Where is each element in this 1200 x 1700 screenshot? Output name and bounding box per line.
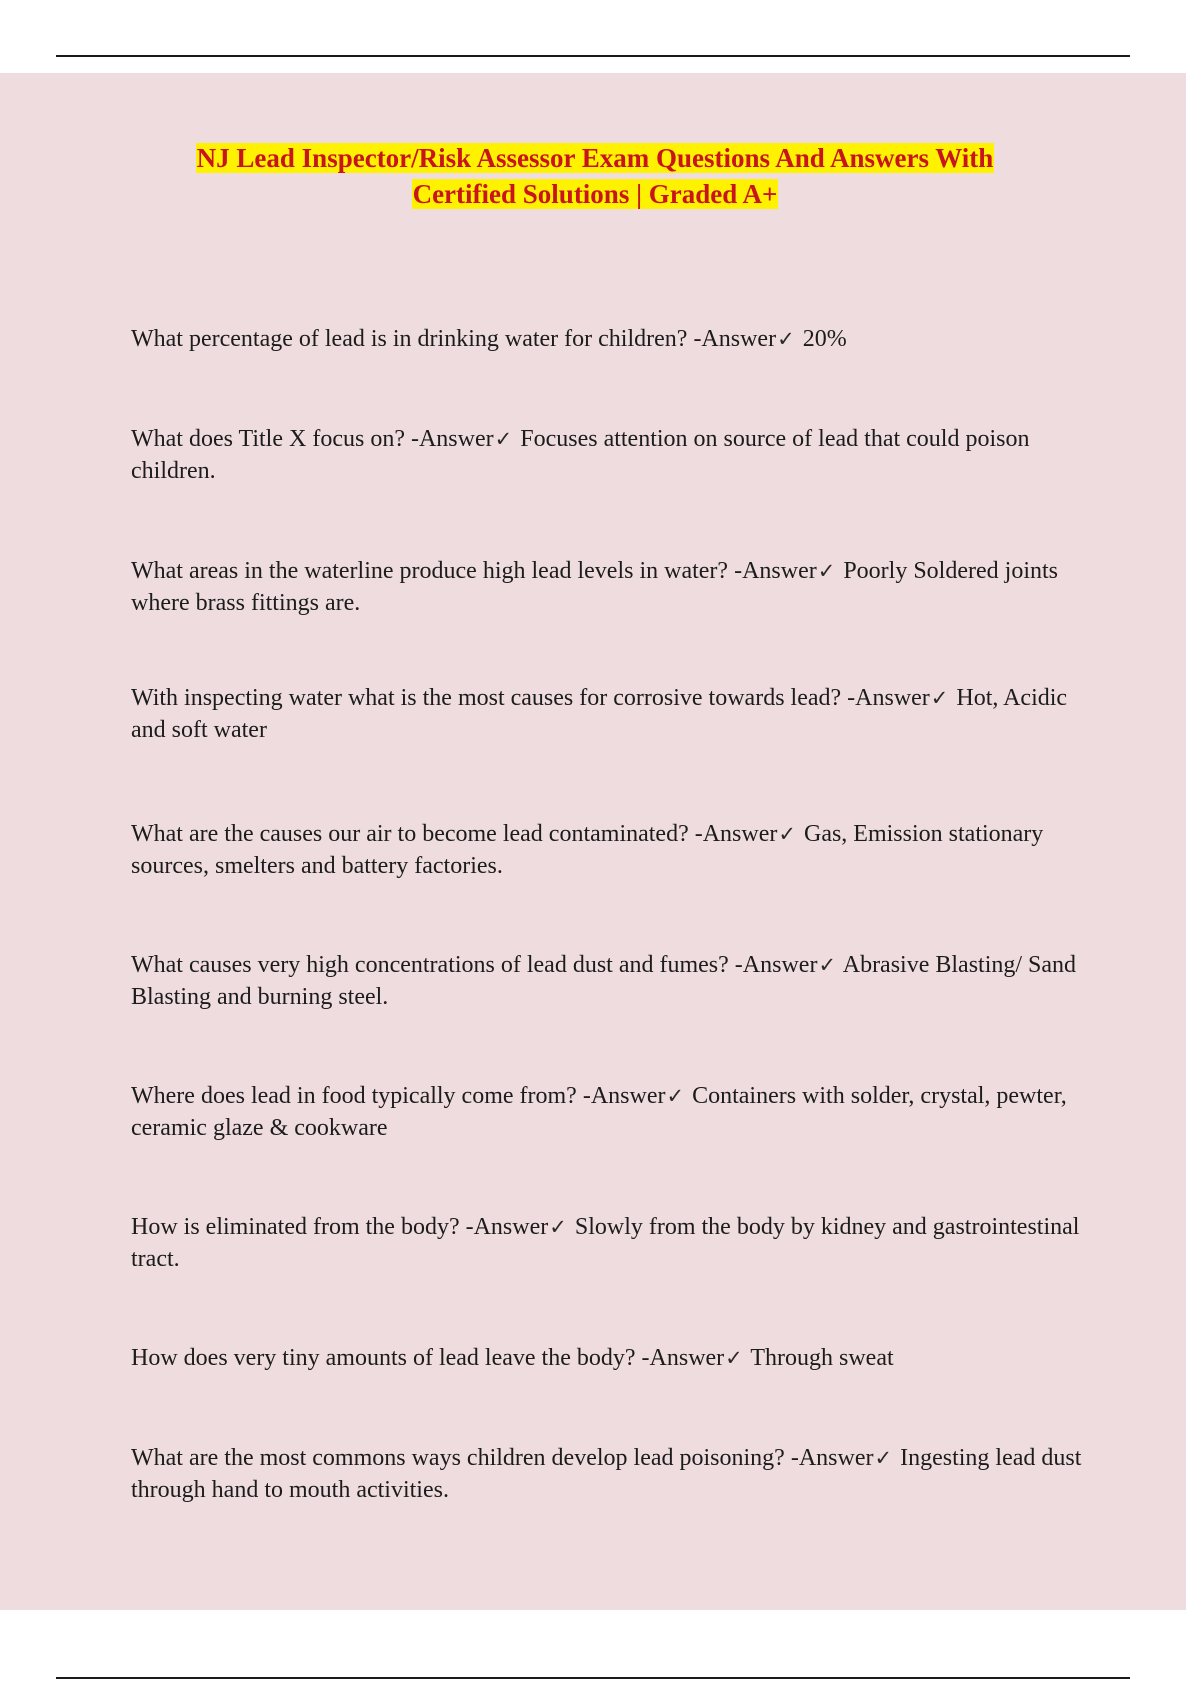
- answer-text: Containers with solder, crystal, pewter, ceramic glaze & cookware: [131, 1083, 1067, 1141]
- answer-text: Poorly Soldered joints where brass fittings are.: [131, 558, 1058, 616]
- checkmark-icon: ✓: [777, 327, 795, 351]
- question-text: What areas in the waterline produce high lead levels in water?: [131, 558, 729, 584]
- answer-prefix: -Answer: [694, 821, 778, 847]
- qa-item: [131, 818, 1091, 882]
- question-text: How does very tiny amounts of lead leave the body?: [131, 1345, 636, 1371]
- checkmark-icon: ✓: [778, 822, 796, 846]
- answer-text: 20%: [802, 326, 847, 352]
- answer-prefix: -Answer: [734, 558, 817, 584]
- checkmark-icon: ✓: [818, 953, 837, 977]
- answer-text: Hot, Acidic and soft water: [131, 685, 1068, 743]
- question-text: What are the causes our air to become lead contaminated?: [131, 821, 689, 847]
- answer-prefix: -Answer: [582, 1083, 666, 1109]
- answer-prefix: -Answer: [465, 1214, 549, 1240]
- answer-text: Abrasive Blasting/ Sand Blasting and burning steel.: [131, 952, 1077, 1010]
- top-rule: [56, 55, 1130, 57]
- question-text: What are the most commons ways children develop lead poisoning?: [131, 1445, 785, 1471]
- checkmark-icon: ✓: [549, 1215, 567, 1239]
- answer-text: Through sweat: [750, 1345, 894, 1371]
- checkmark-icon: ✓: [930, 686, 949, 710]
- qa-item: [131, 949, 1091, 1013]
- title-line-2: Certified Solutions | Graded A+: [412, 179, 778, 209]
- question-text: How is eliminated from the body?: [131, 1214, 460, 1240]
- qa-item: [131, 1442, 1091, 1506]
- question-text: What percentage of lead is in drinking water for children?: [131, 326, 688, 352]
- qa-item: [131, 323, 1091, 355]
- answer-text: Gas, Emission stationary sources, smelters and battery factories.: [131, 821, 1044, 879]
- question-text: With inspecting water what is the most causes for corrosive towards lead?: [131, 685, 842, 711]
- answer-prefix: -Answer: [790, 1445, 874, 1471]
- answer-prefix: -Answer: [847, 685, 930, 711]
- document-title: [120, 140, 1070, 212]
- checkmark-icon: ✓: [494, 427, 513, 451]
- answer-prefix: -Answer: [641, 1345, 725, 1371]
- question-text: What does Title X focus on?: [131, 426, 405, 452]
- qa-item: [131, 423, 1091, 487]
- qa-item: [131, 1342, 1091, 1374]
- question-text: Where does lead in food typically come from?: [131, 1083, 577, 1109]
- bottom-rule: [56, 1677, 1130, 1679]
- checkmark-icon: ✓: [817, 559, 836, 583]
- answer-text: Slowly from the body by kidney and gastrointestinal tract.: [131, 1214, 1080, 1272]
- checkmark-icon: ✓: [725, 1346, 743, 1370]
- answer-prefix: -Answer: [410, 426, 494, 452]
- answer-prefix: -Answer: [693, 326, 777, 352]
- checkmark-icon: ✓: [666, 1084, 685, 1108]
- qa-item: [131, 1080, 1091, 1144]
- qa-item: [131, 1211, 1091, 1275]
- question-text: What causes very high concentrations of lead dust and fumes?: [131, 952, 729, 978]
- answer-text: Focuses attention on source of lead that could poison children.: [131, 426, 1030, 484]
- answer-text: Ingesting lead dust through hand to mouth activities.: [131, 1445, 1082, 1503]
- qa-item: [131, 682, 1091, 746]
- checkmark-icon: ✓: [874, 1446, 893, 1470]
- answer-prefix: -Answer: [734, 952, 818, 978]
- title-line-1: NJ Lead Inspector/Risk Assessor Exam Questions And Answers With: [196, 143, 994, 173]
- qa-item: [131, 555, 1091, 619]
